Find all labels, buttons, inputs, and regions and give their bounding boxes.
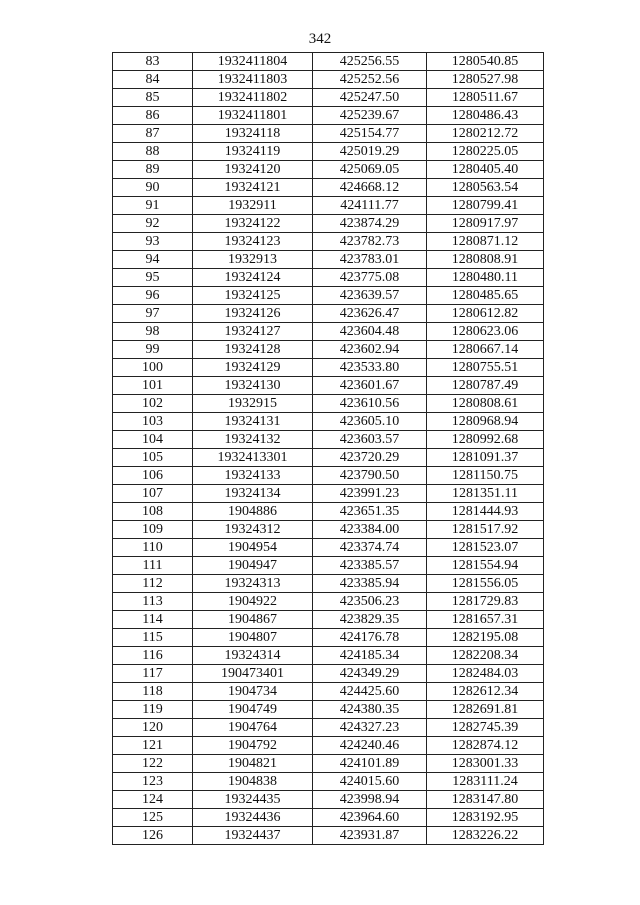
y-coordinate-cell: 1281554.94	[427, 557, 544, 575]
y-coordinate-cell: 1280808.91	[427, 251, 544, 269]
y-coordinate-cell: 1281517.92	[427, 521, 544, 539]
table-row	[113, 449, 544, 467]
page-number: 342	[308, 31, 332, 47]
point-number-cell: 124	[113, 791, 193, 809]
table-row	[113, 143, 544, 161]
y-coordinate-cell: 1280212.72	[427, 125, 544, 143]
point-number-cell: 107	[113, 485, 193, 503]
x-coordinate-cell: 423720.29	[313, 449, 427, 467]
table-body	[113, 53, 544, 845]
point-number-cell: 95	[113, 269, 193, 287]
y-coordinate-cell: 1280808.61	[427, 395, 544, 413]
table-row	[113, 521, 544, 539]
table-row	[113, 71, 544, 89]
table-row	[113, 287, 544, 305]
table-row	[113, 161, 544, 179]
x-coordinate-cell: 423651.35	[313, 503, 427, 521]
x-coordinate-cell: 425247.50	[313, 89, 427, 107]
point-number-cell: 84	[113, 71, 193, 89]
point-id-cell: 19324125	[193, 287, 313, 305]
table-row	[113, 809, 544, 827]
table-row	[113, 791, 544, 809]
table-row	[113, 89, 544, 107]
x-coordinate-cell: 423602.94	[313, 341, 427, 359]
point-number-cell: 86	[113, 107, 193, 125]
x-coordinate-cell: 423384.00	[313, 521, 427, 539]
x-coordinate-cell: 423506.23	[313, 593, 427, 611]
x-coordinate-cell: 424425.60	[313, 683, 427, 701]
point-id-cell: 19324124	[193, 269, 313, 287]
point-id-cell: 19324314	[193, 647, 313, 665]
x-coordinate-cell: 423991.23	[313, 485, 427, 503]
point-number-cell: 115	[113, 629, 193, 647]
point-number-cell: 87	[113, 125, 193, 143]
point-id-cell: 19324128	[193, 341, 313, 359]
y-coordinate-cell: 1280540.85	[427, 53, 544, 71]
point-number-cell: 113	[113, 593, 193, 611]
y-coordinate-cell: 1280612.82	[427, 305, 544, 323]
y-coordinate-cell: 1280992.68	[427, 431, 544, 449]
point-id-cell: 1904764	[193, 719, 313, 737]
point-id-cell: 1904922	[193, 593, 313, 611]
point-id-cell: 19324121	[193, 179, 313, 197]
point-number-cell: 101	[113, 377, 193, 395]
point-id-cell: 1904886	[193, 503, 313, 521]
x-coordinate-cell: 424668.12	[313, 179, 427, 197]
point-number-cell: 100	[113, 359, 193, 377]
point-id-cell: 1904807	[193, 629, 313, 647]
point-number-cell: 98	[113, 323, 193, 341]
table-row	[113, 197, 544, 215]
point-number-cell: 83	[113, 53, 193, 71]
y-coordinate-cell: 1280787.49	[427, 377, 544, 395]
x-coordinate-cell: 425252.56	[313, 71, 427, 89]
point-id-cell: 19324437	[193, 827, 313, 845]
y-coordinate-cell: 1282745.39	[427, 719, 544, 737]
y-coordinate-cell: 1280485.65	[427, 287, 544, 305]
point-id-cell: 19324122	[193, 215, 313, 233]
point-id-cell: 19324436	[193, 809, 313, 827]
x-coordinate-cell: 423964.60	[313, 809, 427, 827]
point-number-cell: 90	[113, 179, 193, 197]
point-number-cell: 111	[113, 557, 193, 575]
y-coordinate-cell: 1281444.93	[427, 503, 544, 521]
point-number-cell: 126	[113, 827, 193, 845]
y-coordinate-cell: 1281091.37	[427, 449, 544, 467]
point-number-cell: 92	[113, 215, 193, 233]
x-coordinate-cell: 423533.80	[313, 359, 427, 377]
point-number-cell: 118	[113, 683, 193, 701]
table-row	[113, 827, 544, 845]
x-coordinate-cell: 423782.73	[313, 233, 427, 251]
point-number-cell: 122	[113, 755, 193, 773]
x-coordinate-cell: 424327.23	[313, 719, 427, 737]
point-number-cell: 103	[113, 413, 193, 431]
x-coordinate-cell: 424349.29	[313, 665, 427, 683]
x-coordinate-cell: 423998.94	[313, 791, 427, 809]
y-coordinate-cell: 1281657.31	[427, 611, 544, 629]
point-number-cell: 96	[113, 287, 193, 305]
point-number-cell: 89	[113, 161, 193, 179]
y-coordinate-cell: 1280623.06	[427, 323, 544, 341]
x-coordinate-cell: 423604.48	[313, 323, 427, 341]
x-coordinate-cell: 425019.29	[313, 143, 427, 161]
y-coordinate-cell: 1280667.14	[427, 341, 544, 359]
table-row	[113, 737, 544, 755]
y-coordinate-cell: 1280480.11	[427, 269, 544, 287]
x-coordinate-cell: 424380.35	[313, 701, 427, 719]
point-id-cell: 1932913	[193, 251, 313, 269]
table-row	[113, 125, 544, 143]
table-row	[113, 557, 544, 575]
point-number-cell: 104	[113, 431, 193, 449]
y-coordinate-cell: 1282195.08	[427, 629, 544, 647]
table-row	[113, 503, 544, 521]
y-coordinate-cell: 1281523.07	[427, 539, 544, 557]
table-row	[113, 233, 544, 251]
y-coordinate-cell: 1281729.83	[427, 593, 544, 611]
point-id-cell: 19324118	[193, 125, 313, 143]
point-number-cell: 123	[113, 773, 193, 791]
x-coordinate-cell: 424176.78	[313, 629, 427, 647]
y-coordinate-cell: 1280486.43	[427, 107, 544, 125]
y-coordinate-cell: 1280968.94	[427, 413, 544, 431]
table-row	[113, 467, 544, 485]
x-coordinate-cell: 423790.50	[313, 467, 427, 485]
table-row	[113, 269, 544, 287]
point-number-cell: 97	[113, 305, 193, 323]
point-number-cell: 102	[113, 395, 193, 413]
table-row	[113, 719, 544, 737]
point-id-cell: 1904734	[193, 683, 313, 701]
y-coordinate-cell: 1280799.41	[427, 197, 544, 215]
point-number-cell: 114	[113, 611, 193, 629]
point-number-cell: 121	[113, 737, 193, 755]
x-coordinate-cell: 423385.94	[313, 575, 427, 593]
point-id-cell: 19324131	[193, 413, 313, 431]
y-coordinate-cell: 1282208.34	[427, 647, 544, 665]
y-coordinate-cell: 1281351.11	[427, 485, 544, 503]
y-coordinate-cell: 1282874.12	[427, 737, 544, 755]
point-id-cell: 1932411802	[193, 89, 313, 107]
point-id-cell: 1904821	[193, 755, 313, 773]
point-number-cell: 110	[113, 539, 193, 557]
point-id-cell: 1932411804	[193, 53, 313, 71]
point-id-cell: 1904749	[193, 701, 313, 719]
table-row	[113, 323, 544, 341]
x-coordinate-cell: 423385.57	[313, 557, 427, 575]
point-number-cell: 112	[113, 575, 193, 593]
point-id-cell: 19324119	[193, 143, 313, 161]
y-coordinate-cell: 1282484.03	[427, 665, 544, 683]
y-coordinate-cell: 1280563.54	[427, 179, 544, 197]
point-id-cell: 19324120	[193, 161, 313, 179]
y-coordinate-cell: 1280405.40	[427, 161, 544, 179]
table-row	[113, 629, 544, 647]
point-id-cell: 19324132	[193, 431, 313, 449]
y-coordinate-cell: 1280511.67	[427, 89, 544, 107]
x-coordinate-cell: 425256.55	[313, 53, 427, 71]
x-coordinate-cell: 424101.89	[313, 755, 427, 773]
point-number-cell: 85	[113, 89, 193, 107]
point-id-cell: 19324129	[193, 359, 313, 377]
x-coordinate-cell: 423874.29	[313, 215, 427, 233]
point-id-cell: 1932411801	[193, 107, 313, 125]
y-coordinate-cell: 1283147.80	[427, 791, 544, 809]
point-id-cell: 19324123	[193, 233, 313, 251]
x-coordinate-cell: 425069.05	[313, 161, 427, 179]
point-id-cell: 1932411803	[193, 71, 313, 89]
y-coordinate-cell: 1283226.22	[427, 827, 544, 845]
y-coordinate-cell: 1280527.98	[427, 71, 544, 89]
table-row	[113, 701, 544, 719]
y-coordinate-cell: 1280755.51	[427, 359, 544, 377]
point-id-cell: 19324133	[193, 467, 313, 485]
point-id-cell: 1904954	[193, 539, 313, 557]
table-row	[113, 611, 544, 629]
y-coordinate-cell: 1283192.95	[427, 809, 544, 827]
y-coordinate-cell: 1283111.24	[427, 773, 544, 791]
point-number-cell: 88	[113, 143, 193, 161]
point-number-cell: 119	[113, 701, 193, 719]
x-coordinate-cell: 423783.01	[313, 251, 427, 269]
point-number-cell: 120	[113, 719, 193, 737]
point-number-cell: 116	[113, 647, 193, 665]
table-row	[113, 485, 544, 503]
point-number-cell: 93	[113, 233, 193, 251]
point-id-cell: 1932911	[193, 197, 313, 215]
point-number-cell: 117	[113, 665, 193, 683]
x-coordinate-cell: 424015.60	[313, 773, 427, 791]
point-id-cell: 1904838	[193, 773, 313, 791]
point-id-cell: 19324313	[193, 575, 313, 593]
x-coordinate-cell: 424111.77	[313, 197, 427, 215]
table-row	[113, 305, 544, 323]
table-row	[113, 341, 544, 359]
coordinates-table	[112, 52, 544, 845]
point-id-cell: 19324127	[193, 323, 313, 341]
x-coordinate-cell: 423829.35	[313, 611, 427, 629]
y-coordinate-cell: 1280917.97	[427, 215, 544, 233]
point-id-cell: 1904947	[193, 557, 313, 575]
table-row	[113, 755, 544, 773]
x-coordinate-cell: 423601.67	[313, 377, 427, 395]
x-coordinate-cell: 423775.08	[313, 269, 427, 287]
x-coordinate-cell: 425239.67	[313, 107, 427, 125]
point-id-cell: 1932915	[193, 395, 313, 413]
point-id-cell: 1932413301	[193, 449, 313, 467]
y-coordinate-cell: 1280871.12	[427, 233, 544, 251]
x-coordinate-cell: 424240.46	[313, 737, 427, 755]
x-coordinate-cell: 423626.47	[313, 305, 427, 323]
table-row	[113, 593, 544, 611]
table-row	[113, 215, 544, 233]
x-coordinate-cell: 423374.74	[313, 539, 427, 557]
y-coordinate-cell: 1281150.75	[427, 467, 544, 485]
x-coordinate-cell: 423610.56	[313, 395, 427, 413]
x-coordinate-cell: 423603.57	[313, 431, 427, 449]
y-coordinate-cell: 1282691.81	[427, 701, 544, 719]
point-number-cell: 108	[113, 503, 193, 521]
y-coordinate-cell: 1281556.05	[427, 575, 544, 593]
table-row	[113, 539, 544, 557]
table-row	[113, 665, 544, 683]
table-row	[113, 683, 544, 701]
point-id-cell: 1904867	[193, 611, 313, 629]
y-coordinate-cell: 1283001.33	[427, 755, 544, 773]
point-number-cell: 99	[113, 341, 193, 359]
point-id-cell: 19324312	[193, 521, 313, 539]
point-number-cell: 125	[113, 809, 193, 827]
point-id-cell: 190473401	[193, 665, 313, 683]
table-row	[113, 179, 544, 197]
table-row	[113, 359, 544, 377]
point-id-cell: 19324134	[193, 485, 313, 503]
table-row	[113, 575, 544, 593]
table-row	[113, 413, 544, 431]
point-id-cell: 1904792	[193, 737, 313, 755]
table-row	[113, 773, 544, 791]
table-row	[113, 107, 544, 125]
table-row	[113, 647, 544, 665]
point-number-cell: 106	[113, 467, 193, 485]
table-row	[113, 251, 544, 269]
table-row	[113, 395, 544, 413]
table-row	[113, 53, 544, 71]
point-number-cell: 109	[113, 521, 193, 539]
x-coordinate-cell: 424185.34	[313, 647, 427, 665]
point-id-cell: 19324130	[193, 377, 313, 395]
x-coordinate-cell: 423639.57	[313, 287, 427, 305]
y-coordinate-cell: 1282612.34	[427, 683, 544, 701]
table-row	[113, 431, 544, 449]
table-row	[113, 377, 544, 395]
point-number-cell: 91	[113, 197, 193, 215]
point-number-cell: 105	[113, 449, 193, 467]
x-coordinate-cell: 425154.77	[313, 125, 427, 143]
x-coordinate-cell: 423605.10	[313, 413, 427, 431]
point-id-cell: 19324126	[193, 305, 313, 323]
y-coordinate-cell: 1280225.05	[427, 143, 544, 161]
x-coordinate-cell: 423931.87	[313, 827, 427, 845]
point-id-cell: 19324435	[193, 791, 313, 809]
point-number-cell: 94	[113, 251, 193, 269]
